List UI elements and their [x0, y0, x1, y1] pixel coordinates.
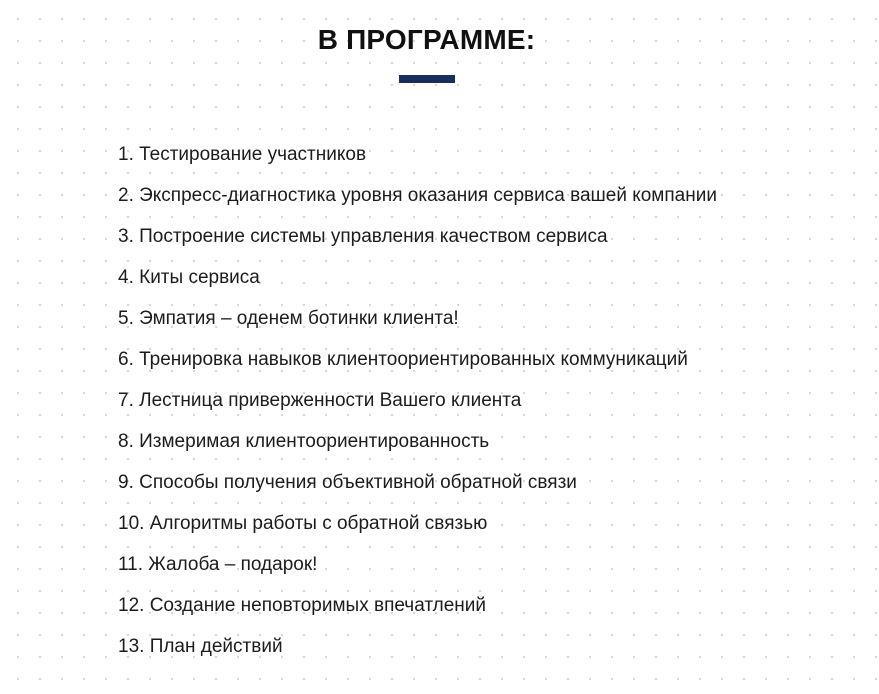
list-item: 4. Киты сервиса — [118, 267, 260, 288]
list-item: 1. Тестирование участников — [118, 144, 367, 165]
list-item: 3. Построение системы управления качеством сервиса — [118, 226, 608, 247]
list-item: 2. Экспресс-диагностика уровня оказания сервиса вашей компании — [118, 185, 717, 206]
program-list — [118, 140, 758, 673]
list-item: 11. Жалоба – подарок! — [118, 554, 318, 575]
title-divider — [399, 75, 455, 83]
list-item: 7. Лестница приверженности Вашего клиента — [118, 390, 522, 411]
list-item: 12. Создание неповторимых впечатлений — [118, 595, 487, 616]
list-item: 5. Эмпатия – оденем ботинки клиента! — [118, 308, 459, 329]
list-item: 8. Измеримая клиентоориентированность — [118, 431, 490, 452]
list-item: 9. Способы получения объективной обратной связи — [118, 472, 577, 493]
list-item: 10. Алгоритмы работы с обратной связью — [118, 513, 488, 534]
section-title: В ПРОГРАММЕ: — [317, 24, 536, 55]
list-item: 6. Тренировка навыков клиентоориентированных коммуникаций — [118, 349, 688, 370]
list-item: 13. План действий — [118, 636, 283, 657]
